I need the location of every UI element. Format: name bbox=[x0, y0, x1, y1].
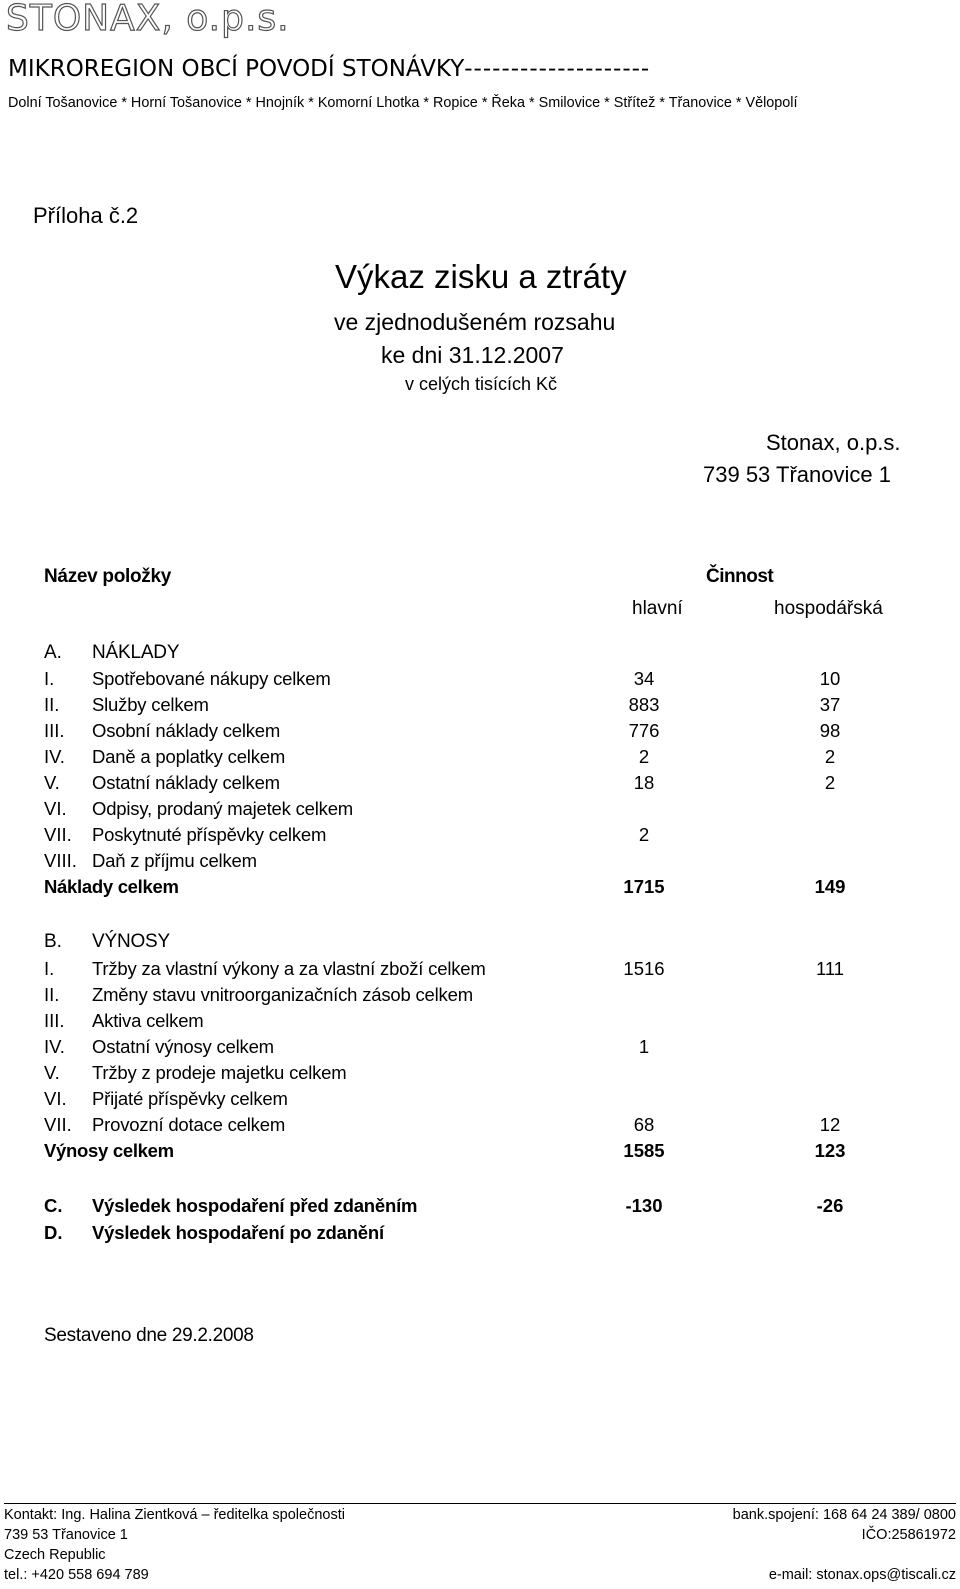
row-label: Ostatní náklady celkem bbox=[92, 772, 280, 793]
row-num: VII. bbox=[44, 1114, 72, 1135]
row-label: Tržby z prodeje majetku celkem bbox=[92, 1062, 347, 1083]
row-main-value: 1 bbox=[638, 1036, 650, 1057]
footer-divider bbox=[4, 1503, 956, 1504]
table-row bbox=[0, 956, 960, 982]
total-main-value: 1585 bbox=[623, 1140, 665, 1161]
section-num: A. bbox=[44, 642, 62, 663]
row-economic-value: 12 bbox=[819, 1114, 841, 1135]
row-economic-value: 2 bbox=[824, 746, 836, 767]
row-label: Daně a poplatky celkem bbox=[92, 746, 286, 767]
table-row bbox=[0, 1086, 960, 1112]
row-main-value: 2 bbox=[638, 824, 650, 845]
table-row bbox=[0, 718, 960, 744]
footer-email: e-mail: stonax.ops@tiscali.cz bbox=[768, 1567, 956, 1583]
table-row bbox=[0, 770, 960, 796]
row-economic-value: 2 bbox=[824, 772, 836, 793]
table-row bbox=[0, 822, 960, 848]
table-row bbox=[0, 796, 960, 822]
row-label: Změny stavu vnitroorganizačních zásob celkem bbox=[92, 984, 473, 1005]
row-num: V. bbox=[44, 772, 60, 793]
table-row bbox=[0, 1034, 960, 1060]
row-economic-value: 10 bbox=[819, 668, 841, 689]
table-row bbox=[0, 744, 960, 770]
header-activity: Činnost bbox=[706, 566, 774, 587]
row-num: I. bbox=[44, 958, 55, 979]
document-subtitle-units: v celých tisících Kč bbox=[405, 374, 558, 394]
section-revenues bbox=[0, 929, 960, 955]
footer-bank: bank.spojení: 168 64 24 389/ 0800 bbox=[732, 1507, 956, 1523]
section-label: VÝNOSY bbox=[92, 931, 170, 952]
row-label: Daň z příjmu celkem bbox=[92, 850, 257, 871]
row-label: Výsledek hospodaření před zdaněním bbox=[92, 1195, 418, 1216]
table-row bbox=[0, 848, 960, 874]
row-label: Ostatní výnosy celkem bbox=[92, 1036, 274, 1057]
row-num: I. bbox=[44, 668, 55, 689]
municipalities-list: Dolní Tošanovice * Horní Tošanovice * Hnojník * Komorní Lhotka * Ropice * Řeka * Smilovice * Střítež * Třanovice * Vělopolí bbox=[8, 95, 798, 111]
microregion-heading bbox=[8, 56, 650, 82]
costs-total-row bbox=[0, 874, 960, 900]
document-subtitle-scope: ve zjednodušeném rozsahu bbox=[334, 309, 616, 335]
row-num: II. bbox=[44, 984, 60, 1005]
row-economic-value: -26 bbox=[816, 1195, 844, 1216]
row-main-value: 18 bbox=[633, 772, 655, 793]
row-label: Spotřebované nákupy celkem bbox=[92, 668, 331, 689]
total-economic-value: 123 bbox=[814, 1140, 846, 1161]
company-address: 739 53 Třanovice 1 bbox=[703, 462, 891, 487]
section-num: B. bbox=[44, 931, 62, 952]
row-label: Aktiva celkem bbox=[92, 1010, 204, 1031]
row-label: Přijaté příspěvky celkem bbox=[92, 1088, 288, 1109]
table-row bbox=[0, 1008, 960, 1034]
row-economic-value: 111 bbox=[815, 958, 845, 979]
row-num: VI. bbox=[44, 1088, 67, 1109]
total-main-value: 1715 bbox=[623, 876, 665, 897]
row-num: D. bbox=[44, 1222, 63, 1243]
attachment-label: Příloha č.2 bbox=[33, 203, 139, 228]
header-economic-activity: hospodářská bbox=[774, 598, 883, 619]
header-item-name: Název položky bbox=[44, 566, 172, 587]
section-costs bbox=[0, 640, 960, 666]
row-main-value: 2 bbox=[638, 746, 650, 767]
document-title: Výkaz zisku a ztráty bbox=[335, 258, 627, 295]
org-name: STONAX, o.p.s. bbox=[6, 0, 290, 39]
row-num: VIII. bbox=[44, 850, 77, 871]
document-subtitle-date: ke dni 31.12.2007 bbox=[381, 342, 564, 368]
row-economic-value: 98 bbox=[819, 720, 841, 741]
row-num: V. bbox=[44, 1062, 60, 1083]
row-label: Poskytnuté příspěvky celkem bbox=[92, 824, 327, 845]
row-num: II. bbox=[44, 694, 60, 715]
section-label: NÁKLADY bbox=[92, 642, 180, 663]
revenues-total-row bbox=[0, 1138, 960, 1164]
footer-address: 739 53 Třanovice 1 bbox=[4, 1527, 128, 1543]
row-label: Služby celkem bbox=[92, 694, 209, 715]
result-before-tax-row bbox=[0, 1193, 960, 1219]
row-num: III. bbox=[44, 720, 65, 741]
company-name: Stonax, o.p.s. bbox=[766, 430, 901, 455]
table-row bbox=[0, 692, 960, 718]
table-row bbox=[0, 666, 960, 692]
row-label: Tržby za vlastní výkony a za vlastní zboží celkem bbox=[92, 958, 486, 979]
row-main-value: 1516 bbox=[623, 958, 665, 979]
footer-ico: IČO:25861972 bbox=[861, 1527, 956, 1543]
row-main-value: -130 bbox=[625, 1195, 663, 1216]
row-label: Odpisy, prodaný majetek celkem bbox=[92, 798, 353, 819]
table-row bbox=[0, 1060, 960, 1086]
row-main-value: 776 bbox=[628, 720, 660, 741]
row-main-value: 68 bbox=[633, 1114, 655, 1135]
total-economic-value: 149 bbox=[814, 876, 846, 897]
microregion-dashes: -------------------- bbox=[464, 56, 651, 82]
total-label: Náklady celkem bbox=[44, 876, 179, 897]
row-num: IV. bbox=[44, 746, 65, 767]
table-row bbox=[0, 1112, 960, 1138]
row-label: Provozní dotace celkem bbox=[92, 1114, 286, 1135]
row-label: Osobní náklady celkem bbox=[92, 720, 281, 741]
row-num: C. bbox=[44, 1195, 63, 1216]
footer-contact: Kontakt: Ing. Halina Zientková – ředitelka společnosti bbox=[4, 1507, 345, 1523]
total-label: Výnosy celkem bbox=[44, 1140, 174, 1161]
microregion-name: MIKROREGION OBCÍ POVODÍ STONÁVKY bbox=[8, 56, 465, 82]
footer-phone: tel.: +420 558 694 789 bbox=[4, 1567, 149, 1583]
row-num: III. bbox=[44, 1010, 65, 1031]
row-main-value: 34 bbox=[633, 668, 655, 689]
compiled-date: Sestaveno dne 29.2.2008 bbox=[44, 1325, 254, 1346]
row-main-value: 883 bbox=[628, 694, 660, 715]
result-after-tax-row bbox=[0, 1220, 960, 1246]
table-row bbox=[0, 982, 960, 1008]
header-main-activity: hlavní bbox=[632, 598, 683, 619]
footer-country: Czech Republic bbox=[4, 1547, 106, 1563]
row-label: Výsledek hospodaření po zdanění bbox=[92, 1222, 384, 1243]
row-economic-value: 37 bbox=[819, 694, 841, 715]
row-num: IV. bbox=[44, 1036, 65, 1057]
row-num: VII. bbox=[44, 824, 72, 845]
row-num: VI. bbox=[44, 798, 67, 819]
